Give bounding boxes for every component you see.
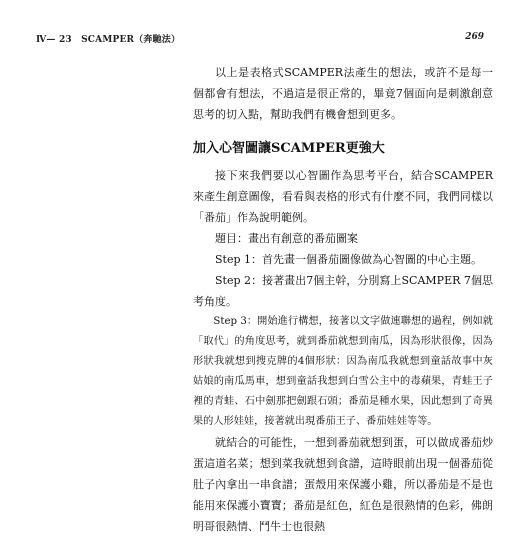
intro-paragraph: 以上是表格式SCAMPER法產生的想法，或許不是每一個都會有想法，不過這是很正常的，畢竟7個面向是刺激創意思考的切入點，幫助我們有機會想到更多。 (193, 66, 493, 121)
topic-line: 題目：畫出有創意的番茄圖案 (215, 232, 358, 245)
page-body (193, 62, 493, 537)
step-2: Step 2：接著畫出7個主幹，分別寫上SCAMPER 7個思考角度。 (193, 274, 493, 308)
running-header (36, 32, 484, 48)
step-1: Step 1：首先畫一個番茄圖像做為心智圖的中心主題。 (215, 253, 483, 266)
section-title: 加入心智圖讓SCAMPER更強大 (193, 141, 385, 156)
closing-paragraph: 就結合的可能性，一想到番茄就想到蛋，可以做成番茄炒蛋這道名菜；想到菜我就想到食譜，這時眼前出現一個番茄從肚子內拿出一串食譜；蛋殼用來保護小雞，所以番茄是不是也能用來保護小寶寶；番茄是紅色，紅色是很熱情的色彩，佛朗明哥很熱情、鬥牛士也很熱 (193, 436, 493, 533)
section-paragraph: 接下來我們要以心智圖作為思考平台，結合SCAMPER來產生創意圖像，看看與表格的形式有什麼不同，我們同樣以「番茄」作為說明範例。 (193, 169, 493, 224)
chapter-header: Ⅳ— 23 SCAMPER（奔馳法） (36, 35, 181, 45)
page-number: 269 (465, 32, 484, 42)
step-3: Step 3：開始進行構想，接著以文字做連聯想的過程，例如就「取代」的角度思考，就到番茄就想到南瓜，因為形狀很像，因為形狀我就想到搜克牌的4個形狀：因為南瓜我就想到童話故事中灰姑娘的南瓜馬車，想到童話我想到白雪公主中的毒蘋果，青蛙王子裡的青蛙、石中劍那把劍跟石頭；番茄是種水果，因此想到了奇異果的人形娃娃，接著就出現番茄王子、番茄娃娃等等。 (193, 316, 493, 427)
